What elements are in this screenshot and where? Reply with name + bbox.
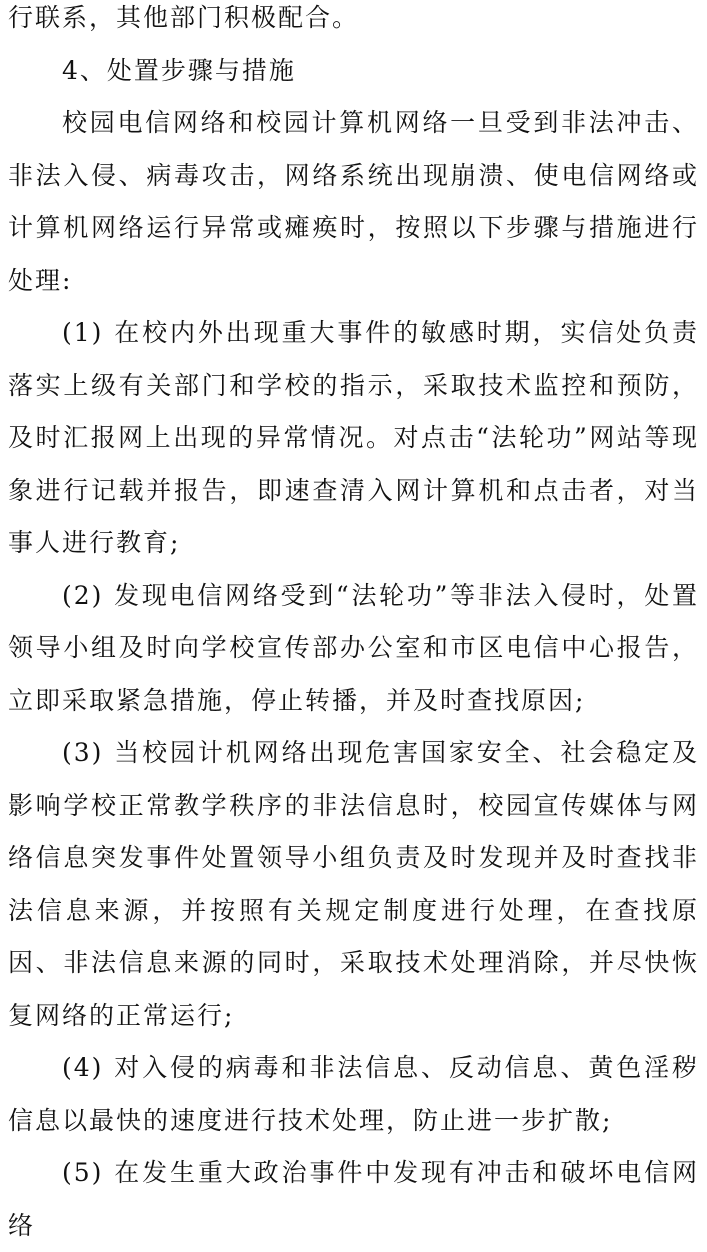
- paragraph-step-1: (1) 在校内外出现重大事件的敏感时期，实信处负责落实上级有关部门和学校的指示，采取技术监控和预防，及时汇报网上出现的异常情况。对点击“法轮功”网站等现象进行记载并报告，即速查清入网计算机和点击者，对当事人进行教育;: [8, 318, 699, 557]
- paragraph-intro: 校园电信网络和校园计算机网络一旦受到非法冲击、非法入侵、病毒攻击，网络系统出现崩溃、使电信网络或计算机网络运行异常或瘫痪时，按照以下步骤与措施进行处理:: [8, 108, 699, 295]
- section-heading-procedures: 4、处置步骤与措施: [62, 55, 296, 85]
- paragraph-continuation: 行联系，其他部门积极配合。: [8, 3, 360, 32]
- paragraph-step-5: (5) 在发生重大政治事件中发现有冲击和破坏电信网络: [8, 1158, 699, 1240]
- paragraph-step-3: (3) 当校园计机网络出现危害国家安全、社会稳定及影响学校正常教学秩序的非法信息时，校园宣传媒体与网络信息突发事件处置领导小组负责及时发现并及时查找非法信息来源，并按照有关规定制度进行处理，在查找原因、非法信息来源的同时，采取技术处理消除，并尽快恢复网络的正常运行;: [8, 738, 699, 1030]
- paragraph-step-4: (4) 对入侵的病毒和非法信息、反动信息、黄色淫秽信息以最快的速度进行技术处理，防止进一步扩散;: [8, 1053, 699, 1135]
- paragraph-step-2: (2) 发现电信网络受到“法轮功”等非法入侵时，处置领导小组及时向学校宣传部办公室和市区电信中心报告，立即采取紧急措施，停止转播，并及时查找原因;: [8, 580, 699, 715]
